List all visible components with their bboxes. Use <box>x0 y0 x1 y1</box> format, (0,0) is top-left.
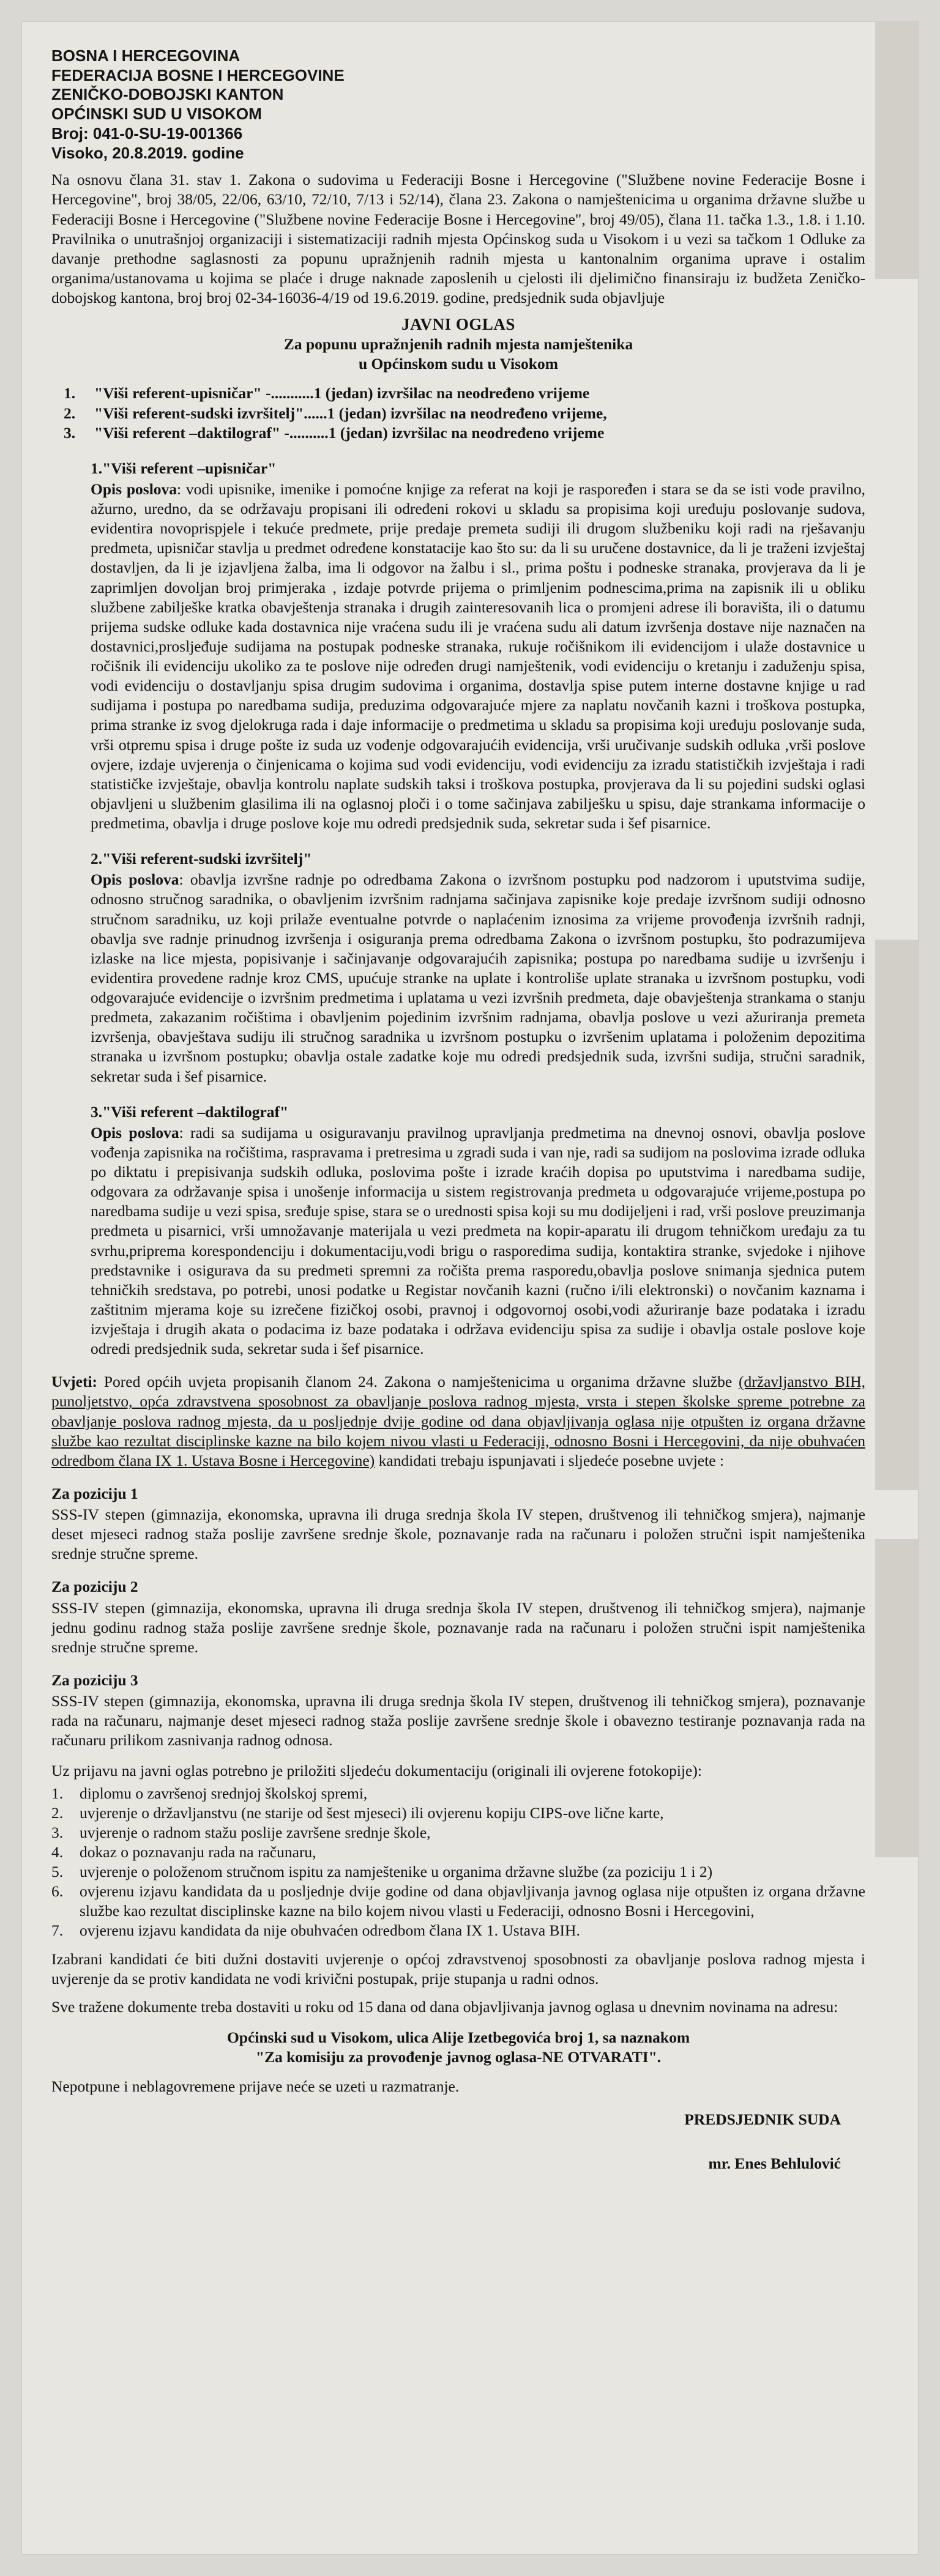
conditions-paragraph: Uvjeti: Pored općih uvjeta propisanih članom 24. Zakona o namještenicima u organima državne službe (državljanstvo BIH, punoljetstvo, opća zdravstvena sposobnost za obavljanje poslova radnog mjesta, vrsta i stepen školske spreme potrebne za obavljanje poslova radnog mjesta, da u posljednje dvije godine od dana objavljivanja oglasa nije otpušten iz organa državne službe kao rezultat disciplinske kazne na bilo kojem nivou vlasti u Federaciji, odnosno Bosni i Hercegovini, da nije obuhvaćen odredbom člana IX 1. Ustava Bosne i Hercegovine) kandidati trebaju ispunjavati i sljedeće posebne uvjete : <box>51 1373 865 1469</box>
job-description-1 <box>51 459 865 833</box>
position-requirements-3 <box>51 1671 865 1751</box>
title-sub: u Općinskom sudu u Visokom <box>359 355 558 373</box>
title-sub: Za popunu upražnjenih radnih mjesta namještenika <box>283 335 633 354</box>
adjacent-column-strip <box>875 940 918 1490</box>
general-conditions-underlined: (državljanstvo BIH, punoljetstvo, opća zdravstvena sposobnost za obavljanje poslova radnog mjesta, vrsta i stepen školske spreme potrebne za obavljanje poslova radnog mjesta, da u posljednje dvije godine od dana objavljivanja oglasa nije otpušten iz organa državne službe kao rezultat disciplinske kazne na bilo kojem nivou vlasti u Federaciji, odnosno Bosni i Hercegovini, da nije obuhvaćen odredbom člana IX 1. Ustava Bosne i Hercegovine) <box>51 1373 865 1469</box>
section-heading: 1."Viši referent –upisničar" <box>91 459 277 477</box>
deadline-paragraph: Sve tražene dokumente treba dostaviti u roku od 15 dana od dana objavljivanja javnog oglasa u dnevnim novinama na adresu: <box>51 1997 838 2016</box>
positions-list <box>64 384 865 442</box>
selected-candidates-paragraph: Izabrani kandidati će biti dužni dostaviti uvjerenje o općoj zdravstvenoj sposobnosti za obavljanje poslova radnog mjesta i uvjerenje da se protiv kandidata ne vodi krivični postupak, prije stupanja u radni odnos. <box>51 1950 865 1988</box>
intro-paragraph: Na osnovu člana 31. stav 1. Zakona o sudovima u Federaciji Bosne i Hercegovine ("Službene novine Federacije Bosne i Hercegovine", broj 38/05, 22/06, 63/10, 72/10, 7/13 i 52/14), člana 23. Zakona o namještenicima u organima državne službe u Federaciji Bosne i Hercegovine ("Službene novine Federacije Bosne i Hercegovine", broj 49/05), člana 11. tačka 1.3., 1.8. i 1.10. Pravilnika o unutrašnjoj organizaciji i sistematizaciji radnih mjesta Općinskog suda u Visokom i u vezi sa tačkom 1 Odluke za davanje prethodne saglasnosti za popunu upražnjenih radnih mjesta u kantonalnim organima uprave i ostalim organima/ustanovama u kojima se plaće i druge naknade zaposlenih u cjelosti ili djelimično finansiraju iz budžeta Zeničko-dobojskog kantona, broj broj 02-34-16036-4/19 od 19.6.2019. godine, predsjednik suda objavljuje <box>51 171 865 307</box>
position-item: 3. "Viši referent –daktilograf" -..........1 (jedan) izvršilac na neodređeno vrijeme <box>64 423 605 442</box>
signatory-role: PREDSJEDNIK SUDA <box>684 2110 841 2129</box>
header-line: ZENIČKO-DOBOJSKI KANTON <box>51 85 284 104</box>
header-line: FEDERACIJA BOSNE I HERCEGOVINE <box>51 65 345 84</box>
adjacent-column-strip <box>875 22 918 279</box>
position-heading: Za poziciju 3 <box>51 1671 138 1689</box>
document-item: 4. dokaz o poznavanju rada na računaru, <box>51 1843 316 1861</box>
position-item: 1. "Viši referent-upisničar" -...........1 (jedan) izvršilac na neodređeno vrijeme <box>64 384 590 403</box>
position-requirements-2 <box>51 1577 865 1657</box>
position-text: SSS-IV stepen (gimnazija, ekonomska, upravna ili druga srednja škola IV stepen, društvenog ili tehničkog smjera), najmanje deset mjeseci radnog staža poslije završene srednje škole, poznavanje rada na računaru i položen stručni ispit namještenika srednje stručne spreme. <box>51 1505 865 1563</box>
section-body: Opis poslova: obavlja izvršne radnje po odredbama Zakona o izvršnom postupku pod nadzorom i uputstvima sudije, odnosno stručnog saradnika, o obavljenim izvršnim radnjama sačinjava zapisnike koje predaje izvršnom sudiji odnosno stručnom saradniku, uz koji prilaže eventualne potvrde o naplaćenim iznosima za vrijeme provođenja izvršnih radnji, obavlja sve radnje prinudnog izvršenja i osiguranja prema odredbama Zakona o izvršnom postupku, što podrazumijeva izlaske na lice mjesta, popisivanje i sačinjavanje odgovarajućih zapisnika; postupa po naredbama sudije u izvršenju i evidentira provedene radnje kroz CMS, upućuje stranke na uplate i kontroliše uplate stranaka u izvršnom postupku, vodi odgovarajuće evidencije o izvršnim predmetima i uplatama u vezi izvršnih predmeta, daje obavještenja strankama o stanju predmeta, zakazanim ročištima i obavljenim pojedinim izvršnim radnjama, obavlja poslove u vezi ažuriranja premeta izvršenja, obavještava sudiju ili stručnog saradnika u izvršnom postupku o izvršenim uplatama i položenim depozitima stranaka u izvršnom postupku; obavlja ostale zadatke koje mu odredi predsjednik suda, izvršni sudija, stručni saradnik, sekretar suda i šef pisarnice. <box>91 870 865 1085</box>
signatory-name: mr. Enes Behlulović <box>708 2155 841 2173</box>
section-heading: 3."Viši referent –daktilograf" <box>91 1102 289 1121</box>
address-line: "Za komisiju za provođenje javnog oglasa-NE OTVARATI". <box>255 2048 662 2066</box>
title-main: JAVNI OGLAS <box>401 315 515 334</box>
date-line: Visoko, 20.8.2019. godine <box>51 143 244 162</box>
document-item: 5. uvjerenje o položenom stručnom ispitu za namještenike u organima državne službe (za poziciju 1 i 2) <box>51 1863 713 1881</box>
job-description-2 <box>51 849 865 1086</box>
position-text: SSS-IV stepen (gimnazija, ekonomska, upravna ili druga srednja škola IV stepen, društvenog ili tehničkog smjera), najmanje jednu godinu radnog staža poslije završene srednje škole, poznavanje rada na računaru i položen stručni ispit namještenika srednje stručne spreme. <box>51 1598 865 1656</box>
signature-block <box>51 2110 865 2173</box>
adjacent-column-strip <box>875 1539 918 1857</box>
section-heading: 2."Viši referent-sudski izvršitelj" <box>91 850 312 868</box>
reference-number: Broj: 041-0-SU-19-001366 <box>51 124 243 143</box>
job-description-3 <box>51 1102 865 1359</box>
incomplete-applications-note: Nepotpune i neblagovremene prijave neće se uzeti u razmatranje. <box>51 2077 460 2096</box>
document-item: 7. ovjerenu izjavu kandidata da nije obuhvaćen odredbom člana IX 1. Ustava BIH. <box>51 1921 580 1940</box>
document-item: 6. ovjerenu izjavu kandidata da u posljednje dvije godine od dana objavljivanja javnog oglasa nije otpušten iz organa državne službe kao rezultat disciplinske kazne na bilo kojem nivou vlasti u Federaciji, odnosno Bosni i Hercegovini, <box>51 1882 865 1920</box>
submission-address <box>51 2028 865 2067</box>
position-requirements-1 <box>51 1484 865 1564</box>
document-item: 3. uvjerenje o radnom stažu poslije završene srednje škole, <box>51 1823 431 1841</box>
section-body: Opis poslova: vodi upisnike, imenike i pomoćne knjige za referat na koji je raspoređen i stara se da se isti vode pravilno, ažurno, uredno, da se održavaju propisani ili određeni rokovi u skladu sa propisima koji uređuju poslovanje sudova, evidentira novoprispjele i tekuće predmete, prije predaje premeta sudiji ili drugom službeniku koji radi na rješavanju predmeta, upisničar stavlja u predmet određene konstatacije kao što su: da li su uručene dostavnice, da li je traženi izvještaj dostavljen, da li je izjavljena žalba, ima li odgovor na žalbu i sl., prima poštu i podneske stranaka, provjerava da li je zaprimljen dovoljan broj primjeraka , izdaje potvrde prijema o primljenim podnescima,prima na zapisnik ili u obliku službene zabilješke kratka obavještenja stranaka i drugih zainteresovanih lica o promjeni adrese ili boravišta, ili o datumu prijema sudske odluke kada dostavnica nije vraćena sudu ili je vraćena sudu ali datum izvršenja dostave nije naznačen na dostavnici,prosljeđuje sudijama na postupak podneske stranaka, rukuje ročišnikom ili evidencijom i ulaže dostavnice u ročišnik ili evidenciju ukoliko za te poslove nije određen drugi namještenik, vodi evidenciju o kretanju i zaduženju spisa, vodi evidenciju o dostavljanju spisa drugim sudovima i organima, dostavlja spise putem interne dostavne knjige u rad sudijama i postupa po naredbama sudija, preduzima odgovarajuće mjere za naplatu novčanih kazni i troškova postupka, prima stranke iz svog djelokruga rada i daje informacije o predmetima u skladu sa propisima koji uređuju poslovanje suda, vrši otpremu spisa i druge pošte iz suda uz vođenje odgovarajućih evidencija, vrši uručivanje sudskih odluka ,vrši poslove ovjere, izdaje uvjerenja o činjenicama o kojima sud vodi evidenciju, vodi evidenciju za izradu statističkih izvještaja i radi statističke izvještaje, obavlja kontrolu naplate sudskih taksi i troškova postupka, provjerava da li su pojedini sudski oglasi objavljeni u službenim glasilima ili na oglasnoj ploči i o tome sačinjava zabilješku u spisu, daje strankama informacije o predmetima, obavlja i druge poslove koje mu odredi predsjednik suda, sekretar suda i šef pisarnice. <box>91 480 865 833</box>
position-item: 2. "Viši referent-sudski izvršitelj"......1 (jedan) izvršilac na neodređeno vrijeme, <box>64 404 607 422</box>
address-line: Općinski sud u Visokom, ulica Alije Izetbegovića broj 1, sa naznakom <box>226 2028 690 2046</box>
section-body: Opis poslova: radi sa sudijama u osiguravanju pravilnog upravljanja predmetima na dnevnoj osnovi, obavlja poslove vođenja zapisnika na ročištima, raspravama i pretresima u zgradi suda i van nje, radi sa sudijom na poslovima izrade odluka po diktatu i prepisivanja sudskih odluka, poslovima pošte i izrade kraćih dopisa po uputstvima i naredbama sudije, odgovara za održavanje spisa i unošenje informacija u sistem registrovanja predmeta u odgovarajuće vrijeme,postupa po naredbama sudije u vezi spisa, sređuje spise, stara se o urednosti spisa koji su mu dodijeljeni i rad, vrši poslove preuzimanja predmeta u pisarnici, vrši umnožavanje materijala u vezi predmeta na kopir-aparatu ili drugom tehničkom uređaju za tu svrhu,priprema korespondenciju i dokumentaciju,vodi brigu o rasporedima sudija, kontaktira stranke, svjedoke i njihove predstavnike i osigurava da su predmeti spremni za ročišta prema rasporedu,obavlja poslove snimanja sjednica putem tehničkih sredstava, po potrebi, unosi podatke u Registar novčanih kazni (ručno i/ili elektronski) o novčanim kaznama i zaštitnim mjerama koje su izrečene fizičkoj osobi, pravnoj i odgovornoj osobi,vodi ažuriranje baze podataka i izradu izvještaja i drugih akata o podacima iz baze podataka i održava evidenciju spisa za sudije i obavlja ostale poslove koje odredi predsjednik suda, sekretar suda i šef pisarnice. <box>91 1123 865 1358</box>
announcement <box>51 46 865 2174</box>
documents-list <box>51 1784 865 1941</box>
header-line: OPĆINSKI SUD U VISOKOM <box>51 105 262 124</box>
header-line: BOSNA I HERCEGOVINA <box>51 46 241 65</box>
position-heading: Za poziciju 1 <box>51 1484 138 1502</box>
position-heading: Za poziciju 2 <box>51 1578 138 1596</box>
announcement-title <box>51 314 865 374</box>
documents-intro: Uz prijavu na javni oglas potrebno je priložiti sljedeću dokumentaciju (originali ili ovjerene fotokopije): <box>51 1762 702 1780</box>
document-item: 1. diplomu o završenoj srednjoj školskoj spremi, <box>51 1784 368 1802</box>
position-text: SSS-IV stepen (gimnazija, ekonomska, upravna ili druga srednja škola IV stepen, društvenog ili tehničkog smjera), poznavanje rada na računaru, najmanje deset mjeseci radnog staža poslije završene srednje škole i obavezno testiranje poznavanja rada na računaru prilikom zasnivanja radnog odnosa. <box>51 1692 865 1750</box>
court-header <box>51 46 865 163</box>
document-item: 2. uvjerenje o državljanstvu (ne starije od šest mjeseci) ili ovjerenu kopiju CIPS-ove lične karte, <box>51 1803 664 1822</box>
newspaper-page <box>22 22 918 2554</box>
